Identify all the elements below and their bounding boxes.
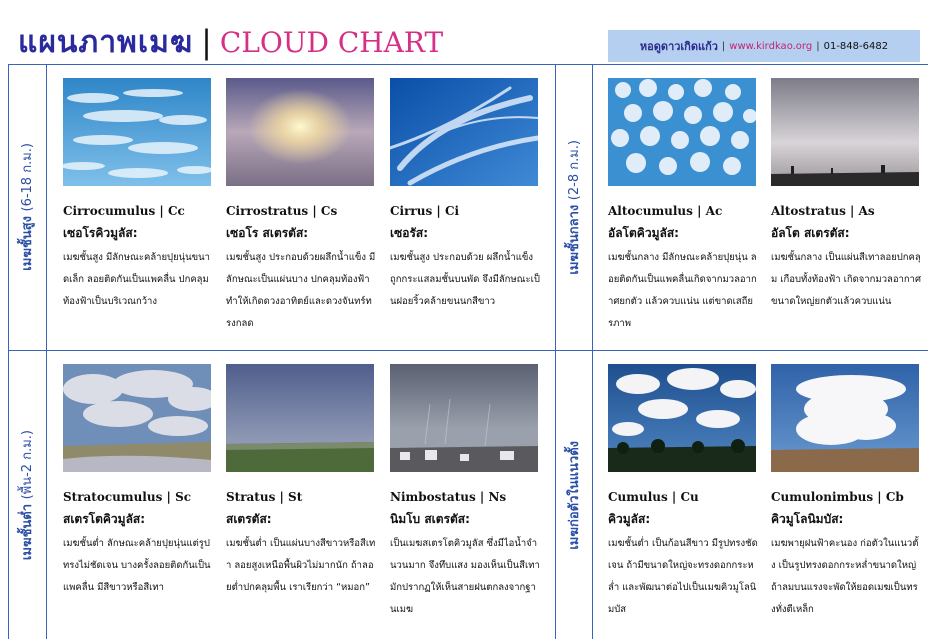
cloud-card-cirrocumulus <box>63 78 213 313</box>
grid-line-center-inner <box>592 64 593 639</box>
grid-line-left <box>8 64 9 639</box>
cloud-description: เมฆชั้นกลาง มีลักษณะคล้ายปุยนุ่น ลอยติดกันเป็นแพคลื่นเกิดจากมวลอากาศยกตัว แล้วควบแน่น แต่ขาดเสถียรภาพ <box>608 252 757 329</box>
cloud-card-cirrus <box>390 78 540 313</box>
org-separator: | <box>816 40 820 52</box>
org-separator: | <box>721 40 726 52</box>
cloud-thai-name: สเตรโตคิวมูลัส: <box>63 512 146 526</box>
cloud-thai-name: นิมโบ สเตรตัส: <box>390 512 470 526</box>
cloud-thai-name: คิวมูโลนิมบัส: <box>771 512 844 526</box>
title-separator: | <box>201 23 212 61</box>
section-label-middle: เมฆชั้นกลาง (2-8 ก.ม.) <box>566 139 582 275</box>
cumulonimbus-photo <box>771 364 919 472</box>
cloud-description: เมฆชั้นสูง ประกอบด้วยผลึกน้ำแข็ง มีลักษณะเป็นแผ่นบาง ปกคลุมท้องฟ้า ทำให้เกิดดวงอาทิตย์และดวงจันทร์ทรงกลด <box>226 252 376 329</box>
altocumulus-photo <box>608 78 756 186</box>
cumulus-photo <box>608 364 756 472</box>
nimbostatus-photo <box>390 364 538 472</box>
title-thai: แผนภาพเมฆ <box>18 24 194 60</box>
cloud-name: Stratocumulus | Sc <box>63 490 192 504</box>
cloud-thai-name: สเตรตัส: <box>226 512 272 526</box>
cloud-description: เมฆชั้นต่ำ เป็นแผ่นบางสีขาวหรือสีเทา ลอยสูงเหนือพื้นผิวไม่มากนัก ถ้าลอยต่ำปกคลุมพื้น เราเรียกว่า “หมอก” <box>226 538 376 593</box>
title-english: CLOUD CHART <box>219 25 444 59</box>
stratocumulus-photo <box>63 364 211 472</box>
cloud-name: Altocumulus | Ac <box>608 204 723 218</box>
cloud-description: เมฆชั้นต่ำ เป็นก้อนสีขาว มีรูปทรงชัดเจน ถ้ามีขนาดใหญ่จะทรงดอกกระหล่ำ และพัฒนาต่อไปเป็นเมฆคิวมูโลนิมบัส <box>608 538 758 615</box>
org-website-link[interactable]: www.kirdkao.org <box>729 40 813 52</box>
cirrus-photo <box>390 78 538 186</box>
cloud-card-cumulus <box>608 364 758 621</box>
section-label-low: เมฆชั้นต่ำ (พื้น-2 ก.ม.) <box>19 429 35 561</box>
org-phone: 01-848-6482 <box>823 40 889 52</box>
cloud-description: เมฆชั้นสูง มีลักษณะคล้ายปุยนุ่นขนาดเล็ก ลอยติดกันเป็นแพคลื่น ปกคลุมท้องฟ้าเป็นบริเวณกว้าง <box>63 252 210 307</box>
cloud-name: Nimbostatus | Ns <box>390 490 507 504</box>
cloud-name: Altostratus | As <box>771 204 875 218</box>
page-title <box>18 22 443 62</box>
cloud-card-altocumulus <box>608 78 758 335</box>
org-name: หอดูดาวเกิดแก้ว <box>639 40 718 53</box>
cloud-description: เมฆชั้นกลาง เป็นแผ่นสีเทาลอยปกคลุม เกือบทั้งท้องฟ้า เกิดจากมวลอากาศขนาดใหญ่ยกตัวแล้วควบแน่น <box>771 252 922 307</box>
cloud-thai-name: อัลโตคิวมูลัส: <box>608 226 679 240</box>
altostratus-photo <box>771 78 919 186</box>
cloud-thai-name: อัลโต สเตรตัส: <box>771 226 850 240</box>
cloud-name: Cumulus | Cu <box>608 490 699 504</box>
cirrostratus-photo <box>226 78 374 186</box>
cirrocumulus-photo <box>63 78 211 186</box>
cloud-thai-name: คิวมูลัส: <box>608 512 651 526</box>
cloud-card-nimbostatus <box>390 364 540 621</box>
cloud-description: เมฆชั้นต่ำ ลักษณะคล้ายปุยนุ่นแต่รูปทรงไม่ชัดเจน บางครั้งลอยติดกันเป็นแพคลื่น มีสีขาวหรือสีเทา <box>63 538 211 593</box>
cloud-description: เมฆพายุฝนฟ้าคะนอง ก่อตัวในแนวตั้ง เป็นรูปทรงดอกกระหล่ำขนาดใหญ่ ถ้าลมบนแรงจะพัดให้ยอดเมฆเป็นทรงทั่งตีเหล็ก <box>771 538 919 615</box>
organization-banner <box>608 30 920 62</box>
section-label-high: เมฆชั้นสูง (6-18 ก.ม.) <box>19 143 35 271</box>
cloud-card-altostratus <box>771 78 921 313</box>
cloud-name: Cirrocumulus | Cc <box>63 204 185 218</box>
cloud-description: เป็นเมฆสเตรโตคิวมูลัส ซึ่งมีไอน้ำจำนวนมาก จึงทึบแสง มองเห็นเป็นสีเทามักปรากฏให้เห็นสายฝนตกลงจากฐานเมฆ <box>390 538 540 615</box>
cloud-card-stratocumulus <box>63 364 213 599</box>
cloud-name: Cumulonimbus | Cb <box>771 490 904 504</box>
cloud-description: เมฆชั้นสูง ประกอบด้วย ผลึกน้ำแข็ง ถูกกระแสลมชั้นบนพัด จึงมีลักษณะเป็นฝอยริ้วคล้ายขนนกสีขาว <box>390 252 540 307</box>
stratus-photo <box>226 364 374 472</box>
cloud-thai-name: เซอรัส: <box>390 226 429 240</box>
cloud-card-stratus <box>226 364 376 599</box>
cloud-card-cirrostratus <box>226 78 376 335</box>
grid-line-left-inner <box>46 64 47 639</box>
cloud-name: Cirrostratus | Cs <box>226 204 338 218</box>
grid-line-middle <box>8 350 928 351</box>
cloud-name: Cirrus | Ci <box>390 204 460 218</box>
cloud-name: Stratus | St <box>226 490 303 504</box>
grid-line-center <box>555 64 556 639</box>
cloud-thai-name: เซอโรคิวมูลัส: <box>63 226 138 240</box>
section-label-vertical: เมฆก่อตัวในแนวตั้ง <box>566 440 582 550</box>
grid-line-top <box>8 64 928 65</box>
cloud-thai-name: เซอโร สเตรตัส: <box>226 226 309 240</box>
cloud-card-cumulonimbus <box>771 364 921 621</box>
